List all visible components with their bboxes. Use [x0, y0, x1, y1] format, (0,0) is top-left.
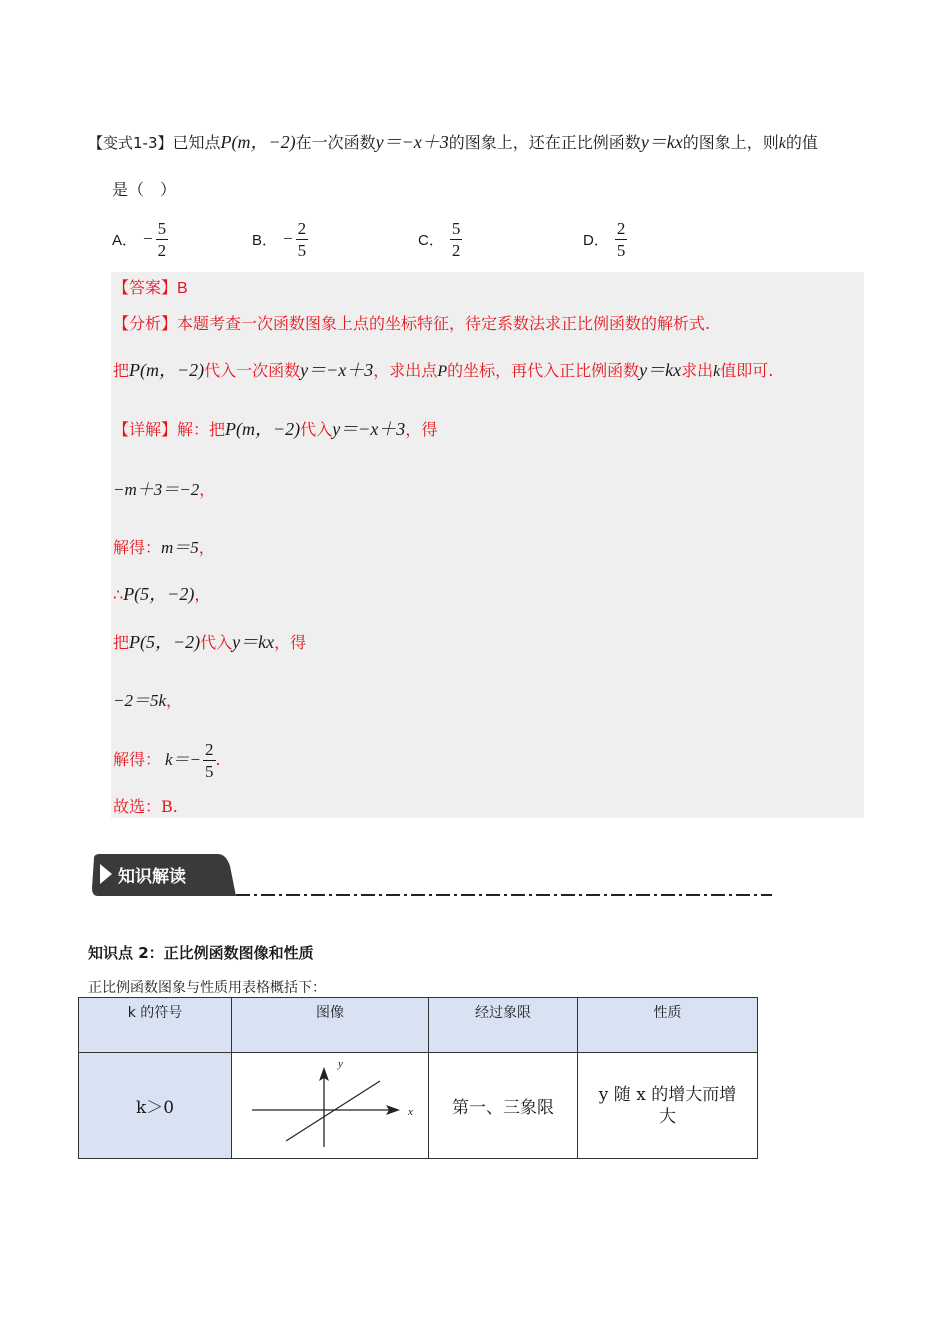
therefore-symbol: ∴ [113, 585, 124, 604]
option-d-fraction [615, 220, 628, 259]
detail-text-b: 代入 [300, 420, 333, 439]
substitute-text-a: 把 [113, 633, 130, 652]
table-intro: 正比例函数图象与性质用表格概括下： [88, 980, 326, 996]
plan-text-b: 代入一次函数 [204, 361, 301, 380]
plan-text-e: 求出 [681, 361, 714, 380]
detail-point: P(m，−2) [225, 419, 301, 439]
final-choice: 故选：B. [113, 797, 178, 816]
cell-quadrants: 第一、三象限 [429, 1053, 578, 1159]
option-c-num: 5 [451, 218, 461, 238]
plan-point: P(m，−2) [129, 360, 205, 380]
equation-2-end: ， [166, 691, 183, 710]
option-b-fraction [296, 220, 309, 259]
solve-m-prefix: 解得： [113, 538, 162, 557]
linear-function: y＝−x＋3 [375, 132, 449, 152]
plan-p: P [437, 363, 448, 380]
header-quadrants: 经过象限 [429, 998, 578, 1053]
cell-property: y 随 x 的增大而增大 [578, 1053, 758, 1159]
option-c[interactable] [418, 216, 462, 262]
detail-line [113, 417, 437, 442]
option-d-label: D． [583, 231, 609, 249]
option-a-den: 2 [157, 240, 167, 260]
detail-fn: y＝−x＋3 [332, 419, 406, 439]
header-graph: 图像 [232, 998, 429, 1053]
stem-text-1: 已知点 [172, 133, 221, 152]
equation-1 [113, 478, 215, 502]
point-result: P(5，−2) [123, 584, 195, 604]
option-a-sign: − [143, 229, 153, 248]
banner-label: 知识解读 [118, 867, 186, 887]
equation-1-end: ， [199, 480, 216, 499]
therefore-line [113, 582, 210, 607]
equation-2-body: −2＝5k [113, 691, 167, 710]
option-a-num: 5 [157, 218, 167, 238]
plan-line [113, 358, 773, 384]
option-a-fraction [156, 220, 169, 259]
graph-line [286, 1081, 380, 1141]
table-header-row [79, 998, 758, 1053]
question-stem [88, 128, 878, 158]
header-property: 性质 [578, 998, 758, 1053]
solve-k-lhs: k＝− [165, 750, 202, 769]
detail-text-a: 解：把 [177, 420, 226, 439]
analysis-text: 本题考查一次函数图象上点的坐标特征，待定系数法求正比例函数的解析式. [177, 314, 711, 333]
stem-text-4: 的图象上，则 [682, 133, 779, 152]
option-b[interactable] [252, 216, 308, 262]
answer-line [113, 276, 188, 301]
solve-k-den: 5 [205, 761, 214, 781]
stem-text-3: 的图象上，还在正比例函数 [448, 133, 641, 152]
option-b-num: 2 [297, 218, 307, 238]
solution-panel [111, 272, 864, 818]
therefore-end: ， [194, 585, 211, 604]
plan-k: k [713, 363, 721, 380]
option-d-den: 5 [616, 240, 626, 260]
plan-text-a: 把 [113, 361, 130, 380]
solve-k-num: 2 [205, 739, 214, 759]
cell-k-sign: k＞0 [79, 1053, 232, 1159]
proportional-function: y＝kx [640, 132, 683, 152]
table-row [79, 1053, 758, 1159]
property-table [78, 997, 758, 1159]
option-c-den: 2 [451, 240, 461, 260]
stem-text-2: 在一次函数 [295, 133, 376, 152]
option-c-label: C． [418, 231, 444, 249]
stem-text-5: 的值 [785, 133, 818, 152]
solve-k [113, 738, 221, 782]
analysis-line [113, 312, 710, 336]
solve-k-end: . [215, 750, 221, 769]
plan-text-f: 值即可. [720, 361, 774, 380]
substitute-point: P(5，−2) [129, 632, 201, 652]
option-b-sign: − [283, 229, 293, 248]
question-tag: 【变式1-3】 [88, 134, 173, 152]
equation-1-body: −m＋3＝−2 [113, 480, 200, 499]
option-b-label: B． [252, 231, 278, 249]
solve-k-prefix: 解得： [113, 750, 162, 769]
dash-dot-divider [236, 893, 772, 897]
header-k-sign: k 的符号 [79, 998, 232, 1053]
option-d[interactable] [583, 216, 627, 262]
solve-k-fraction [203, 741, 216, 780]
detail-text-c: ，得 [405, 420, 438, 439]
option-b-den: 5 [297, 240, 307, 260]
substitute-line [113, 630, 306, 655]
y-axis-label: y [338, 1058, 343, 1070]
analysis-tag: 【分析】 [113, 314, 178, 333]
option-d-num: 2 [616, 218, 626, 238]
option-a[interactable] [112, 216, 168, 262]
question-stem-end: 是（ ） [112, 180, 177, 199]
substitute-text-b: 代入 [200, 633, 233, 652]
k-symbol: k [778, 135, 786, 152]
detail-tag: 【详解】 [113, 420, 178, 439]
graph-figure [232, 1053, 428, 1153]
knowledge-banner [90, 852, 238, 900]
plan-linear-fn: y＝−x＋3 [300, 360, 374, 380]
answer-value: B [177, 280, 188, 297]
plan-text-d: 的坐标，再代入正比例函数 [447, 361, 640, 380]
substitute-text-c: ，得 [274, 633, 307, 652]
solve-m-end: ， [198, 538, 215, 557]
point-p: P(m，−2) [220, 132, 296, 152]
solve-m [113, 536, 215, 560]
solve-m-value: m＝5 [161, 538, 199, 557]
option-c-fraction [450, 220, 463, 259]
option-a-label: A． [112, 231, 138, 249]
plan-prop-fn: y＝kx [639, 360, 682, 380]
x-axis-label: x [408, 1106, 413, 1118]
substitute-fn: y＝kx [232, 632, 275, 652]
equation-2 [113, 689, 182, 713]
plan-text-c: ，求出点 [373, 361, 438, 380]
knowledge-point-title: 知识点 2：正比例函数图像和性质 [88, 944, 314, 962]
answer-tag: 【答案】 [113, 278, 178, 297]
cell-graph [232, 1053, 429, 1159]
